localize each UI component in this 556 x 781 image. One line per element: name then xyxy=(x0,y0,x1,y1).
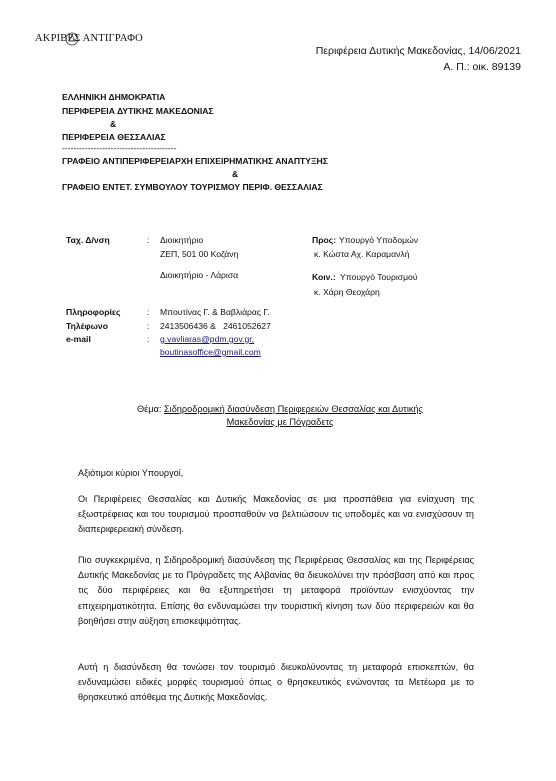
sender-divider: ---------------------------------------- xyxy=(62,143,177,153)
sender-line-3: & xyxy=(110,119,117,129)
phone-colon: : xyxy=(147,321,150,331)
address-line-2: ΖΕΠ, 501 00 Κοζάνη xyxy=(160,249,239,259)
salutation: Αξιότιμοι κύριοι Υπουργοί, xyxy=(78,468,184,478)
emblem-icon xyxy=(65,32,79,46)
email-label: e-mail xyxy=(66,334,91,344)
address-line-1: Διοικητήριο xyxy=(160,235,204,245)
sender-line-2: ΠΕΡΙΦΕΡΕΙΑ ΔΥΤΙΚΗΣ ΜΑΚΕΔΟΝΙΑΣ xyxy=(62,106,214,116)
subject-label: Θέμα: xyxy=(137,404,162,414)
phone-value: 2413506436 & 2461052627 xyxy=(160,321,271,331)
sender-line-6: ΓΡΑΦΕΙΟ ΑΝΤΙΠΕΡΙΦΕΡΕΙΑΡΧΗ ΕΠΙΧΕΙΡΗΜΑΤΙΚΗΣ ΑΝΑΠΤΥΞΗΣ xyxy=(62,156,328,166)
sender-line-7: & xyxy=(232,169,239,179)
place-and-date: Περιφέρεια Δυτικής Μακεδονίας, 14/06/2021 xyxy=(315,45,521,57)
subject-line-2: Μακεδονίας με Πόγραδετς xyxy=(226,417,334,427)
address-label: Ταχ. Δ/νση xyxy=(66,235,110,245)
email-link-1[interactable]: g.vavliaras@pdm.gov.gr, xyxy=(160,334,255,344)
cc-label: Κοιν.: xyxy=(312,272,336,282)
address-line-3: Διοικητήριο - Λάρισα xyxy=(160,270,239,280)
info-label: Πληροφορίες xyxy=(66,307,121,317)
to-line-1: Υπουργό Υποδομών xyxy=(339,235,419,245)
subject xyxy=(60,403,500,429)
address-colon: : xyxy=(147,235,150,245)
subject-line-1: Σιδηροδρομική διασύνδεση Περιφερειών Θεσσαλίας και Δυτικής xyxy=(163,404,423,414)
to-label: Προς: xyxy=(312,235,337,245)
info-value: Μπουτίνας Γ. & Βαβλιάρας Γ. xyxy=(160,307,270,317)
to-line-2: κ. Κώστα Αχ. Καραμανλή xyxy=(314,249,410,259)
sender-line-4: ΠΕΡΙΦΕΡΕΙΑ ΘΕΣΣΑΛΙΑΣ xyxy=(62,132,166,142)
email-colon: : xyxy=(147,334,150,344)
paragraph-1: Οι Περιφέρειες Θεσσαλίας και Δυτικής Μακεδονίας σε μια προσπάθεια για ενίσχυση της εξωστρέφειας και του τουρισμού προσπαθούν να βελτιώσουν τις υποδομές και να ενισχύσουν τη διαπεριφερειακή σύνδεση. xyxy=(78,494,474,535)
sender-line-1: ΕΛΛΗΝΙΚΗ ΔΗΜΟΚΡΑΤΙΑ xyxy=(62,92,166,102)
cc-line-1: Υπουργό Τουρισμού xyxy=(340,272,418,282)
paragraph-2: Πιο συγκεκριμένα, η Σιδηροδρομική διασύνδεση της Περιφέρειας Θεσσαλίας και της Περιφέρειας Δυτικής Μακεδονίας με το Πρόγραδετς της Αλβανίας θα διευκολύνει την πρόσβαση από και προς τις δύο περιφέρειες και θα εξυπηρετήσει τη μεταφορά προϊόντων ενισχύοντας την επιχειρηματικότητα. Επίσης θα ενδυναμώσει την τουριστική κίνηση των δύο περιφερειών και θα βοηθήσει στην αύξηση επισκεψιμότητας. xyxy=(78,555,474,626)
phone-label: Τηλέφωνο xyxy=(66,321,108,331)
paragraph-3: Αυτή η διασύνδεση θα τονώσει τον τουρισμό διευκολύνοντας τη μεταφορά επισκεπτών, θα ενδυναμώσει ειδικές μορφές τουρισμού όπως ο θρησκευτικός ενώνοντας τα Μετέωρα με το θρησκευτικό απόθεμα της Δυτικής Μακεδονίας. xyxy=(78,662,474,703)
sender-line-8: ΓΡΑΦΕΙΟ ΕΝΤΕΤ. ΣΥΜΒΟΥΛΟΥ ΤΟΥΡΙΣΜΟΥ ΠΕΡΙΦ. ΘΕΣΣΑΛΙΑΣ xyxy=(62,182,323,192)
protocol-number: Α. Π.: οικ. 89139 xyxy=(443,61,521,73)
certified-copy-stamp: ΑΚΡΙΒΕΣ ΑΝΤΙΓΡΑΦΟ xyxy=(35,33,143,44)
info-colon: : xyxy=(147,307,150,317)
cc-line-2: κ. Χάρη Θεοχάρη xyxy=(314,287,380,297)
email-link-2[interactable]: boutinasoffice@gmail.com xyxy=(160,347,261,357)
